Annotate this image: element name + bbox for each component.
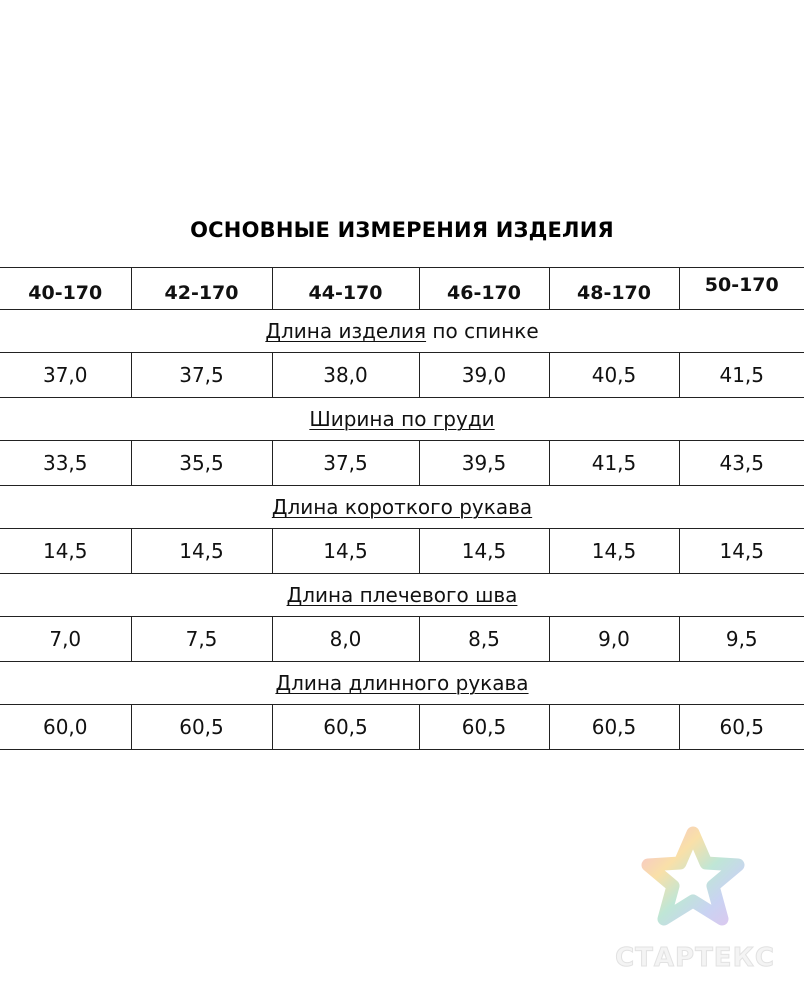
section-row — [0, 662, 804, 705]
value-cell: 37,5 — [131, 353, 272, 398]
value-cell: 41,5 — [679, 353, 804, 398]
section-title — [0, 662, 804, 705]
value-cell: 40,5 — [549, 353, 679, 398]
value-cell: 14,5 — [0, 529, 131, 574]
values-row — [0, 705, 804, 750]
section-row — [0, 310, 804, 353]
value-cell: 60,5 — [679, 705, 804, 750]
section-title — [0, 398, 804, 441]
value-cell: 60,5 — [131, 705, 272, 750]
section-title — [0, 310, 804, 353]
values-row — [0, 441, 804, 486]
value-cell: 35,5 — [131, 441, 272, 486]
section-label-underlined: Длина плечевого шва — [286, 583, 518, 607]
value-cell: 7,5 — [131, 617, 272, 662]
values-row — [0, 617, 804, 662]
value-cell: 60,5 — [272, 705, 419, 750]
star-icon — [638, 825, 748, 930]
section-row — [0, 486, 804, 529]
section-label-underlined: Длина короткого рукава — [271, 495, 533, 519]
value-cell: 9,0 — [549, 617, 679, 662]
brand-watermark — [600, 825, 790, 985]
size-header-cell: 46-170 — [419, 268, 549, 310]
value-cell: 7,0 — [0, 617, 131, 662]
values-row — [0, 353, 804, 398]
page-title: ОСНОВНЫЕ ИЗМЕРЕНИЯ ИЗДЕЛИЯ — [190, 218, 614, 242]
section-row — [0, 398, 804, 441]
section-row — [0, 574, 804, 617]
values-row — [0, 529, 804, 574]
value-cell: 60,0 — [0, 705, 131, 750]
value-cell: 60,5 — [419, 705, 549, 750]
value-cell: 37,5 — [272, 441, 419, 486]
value-cell: 8,0 — [272, 617, 419, 662]
value-cell: 8,5 — [419, 617, 549, 662]
size-header-row — [0, 268, 804, 310]
section-label-underlined: Длина длинного рукава — [275, 671, 529, 695]
section-title — [0, 574, 804, 617]
value-cell: 39,0 — [419, 353, 549, 398]
value-cell: 14,5 — [419, 529, 549, 574]
value-cell: 9,5 — [679, 617, 804, 662]
size-header-cell: 44-170 — [272, 268, 419, 310]
value-cell: 33,5 — [0, 441, 131, 486]
value-cell: 14,5 — [131, 529, 272, 574]
value-cell: 60,5 — [549, 705, 679, 750]
value-cell: 14,5 — [679, 529, 804, 574]
size-header-cell: 42-170 — [131, 268, 272, 310]
size-header-cell: 50-170 — [679, 268, 804, 310]
value-cell: 43,5 — [679, 441, 804, 486]
size-header-cell: 48-170 — [549, 268, 679, 310]
value-cell: 14,5 — [272, 529, 419, 574]
section-label-underlined: Длина изделия — [265, 319, 427, 343]
value-cell: 41,5 — [549, 441, 679, 486]
measurements-table — [0, 267, 804, 750]
value-cell: 39,5 — [419, 441, 549, 486]
value-cell: 37,0 — [0, 353, 131, 398]
section-label-underlined: Ширина по груди — [309, 407, 495, 431]
section-label-rest: по спинке — [426, 319, 539, 343]
value-cell: 14,5 — [549, 529, 679, 574]
value-cell: 38,0 — [272, 353, 419, 398]
section-title — [0, 486, 804, 529]
size-header-cell: 40-170 — [0, 268, 131, 310]
brand-name: СТАРТЕКС — [615, 943, 775, 973]
